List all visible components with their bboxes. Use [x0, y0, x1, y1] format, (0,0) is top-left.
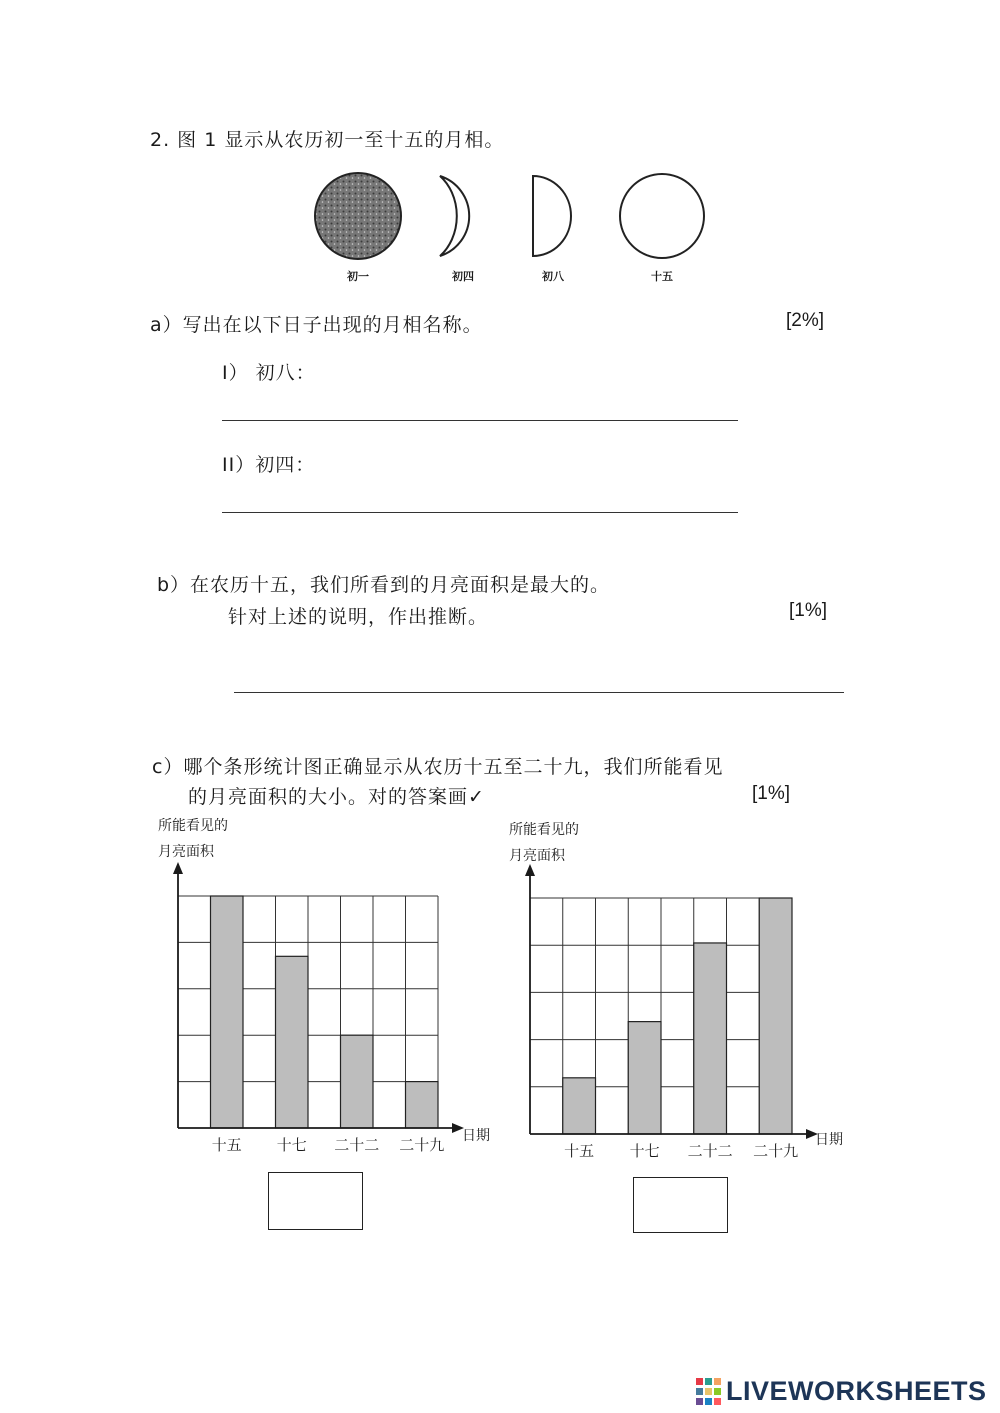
full-moon-icon — [620, 174, 704, 258]
bar-2 — [628, 1022, 661, 1134]
bar-chart-option-2 — [495, 810, 850, 1170]
crescent-moon-icon — [440, 176, 469, 256]
x-tick-label: 二十二 — [334, 1136, 380, 1154]
part-c-prompt-line1: c）哪个条形统计图正确显示从农历十五至二十九，我们所能看见 — [152, 756, 724, 778]
moon-label-4: 初四 — [452, 270, 474, 283]
part-b-prompt-line1: b）在农历十五，我们所看到的月亮面积是最大的。 — [157, 574, 611, 596]
part-a-prompt: a）写出在以下日子出现的月相名称。 — [150, 314, 483, 336]
x-tick-label: 十七 — [629, 1142, 660, 1160]
y-axis-label-line2: 月亮面积 — [509, 848, 565, 864]
y-axis-arrow — [525, 864, 535, 876]
option-2-checkbox[interactable] — [633, 1177, 728, 1233]
x-tick-label: 二十二 — [687, 1142, 733, 1160]
x-tick-label: 十五 — [211, 1136, 242, 1154]
bar-2 — [276, 956, 309, 1128]
logo-grid-icon — [696, 1378, 722, 1406]
bar-1 — [211, 896, 244, 1128]
x-tick-label: 十五 — [564, 1142, 595, 1160]
option-1-checkbox[interactable] — [268, 1172, 363, 1230]
y-axis-label-line2: 月亮面积 — [158, 844, 214, 860]
bar-3 — [694, 943, 727, 1134]
part-c-prompt-line2: 的月亮面积的大小。对的答案画✓ — [188, 786, 485, 808]
x-tick-label: 十七 — [276, 1136, 307, 1154]
bar-1 — [563, 1078, 596, 1134]
moon-label-1: 初一 — [347, 270, 369, 283]
new-moon-icon — [315, 173, 401, 259]
x-axis-label: 日期 — [815, 1132, 843, 1148]
part-a-item-2-label: II）初四： — [222, 454, 316, 476]
moon-label-15: 十五 — [651, 270, 673, 283]
part-a-item-1-label: I） 初八： — [222, 362, 316, 384]
question-title: 2. 图 1 显示从农历初一至十五的月相。 — [150, 129, 505, 151]
part-a-answer-1[interactable] — [222, 420, 738, 421]
x-tick-label: 二十九 — [399, 1136, 445, 1154]
x-axis-label: 日期 — [462, 1128, 490, 1144]
bar-4 — [759, 898, 792, 1134]
bar-4 — [406, 1082, 439, 1128]
liveworksheets-logo — [696, 1376, 987, 1407]
moon-label-8: 初八 — [542, 270, 564, 283]
x-tick-label: 二十九 — [753, 1142, 799, 1160]
logo-text: LIVEWORKSHEETS — [726, 1376, 987, 1406]
part-b-marks: [1%] — [789, 600, 828, 621]
part-c-marks: [1%] — [752, 783, 791, 804]
y-axis-label-line1: 所能看见的 — [158, 818, 228, 834]
part-b-answer[interactable] — [234, 692, 844, 693]
bar-chart-option-1 — [150, 810, 510, 1170]
part-a-marks: [2%] — [786, 310, 825, 331]
first-quarter-moon-icon — [533, 176, 571, 256]
part-b-prompt-line2: 针对上述的说明，作出推断。 — [228, 606, 489, 628]
part-a-answer-2[interactable] — [222, 512, 738, 513]
y-axis-arrow — [173, 862, 183, 874]
bar-3 — [341, 1035, 374, 1128]
y-axis-label-line1: 所能看见的 — [509, 822, 579, 838]
